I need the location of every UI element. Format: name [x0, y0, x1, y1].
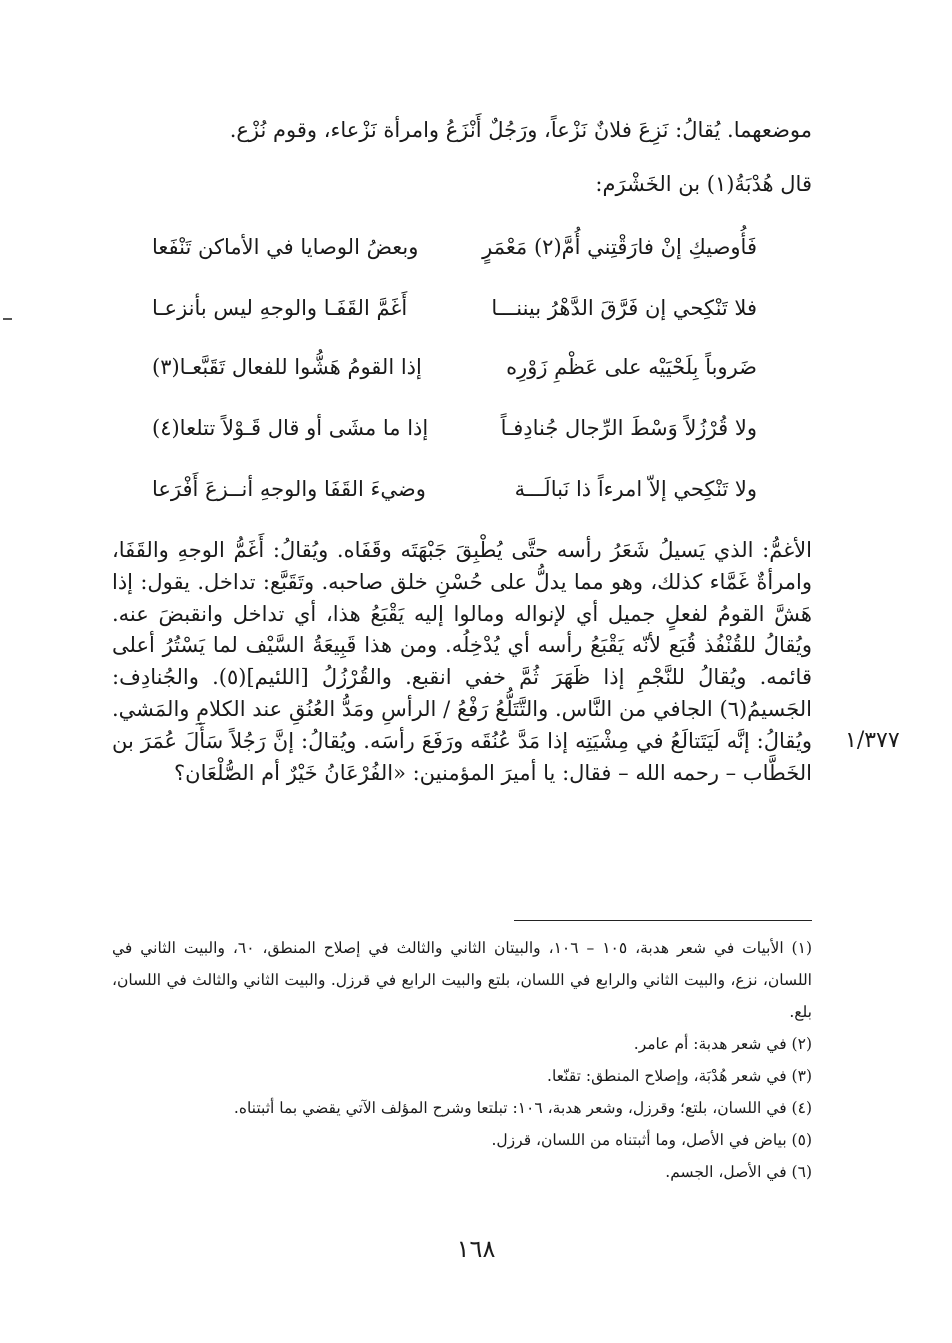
- verse-hemistich-first: ولا تَنْكِحي إلاّ امرءاً ذا نَبالَـــة: [514, 477, 757, 501]
- verse-hemistich-second: وضيءَ القَفَا والوجهِ أنــزعَ أَفْرَعا: [152, 477, 426, 501]
- verse-hemistich-first: فَأُوصيكِ إنْ فارَقْتِني أُمَّ(٢) مَعْمَرٍ: [482, 235, 757, 259]
- paragraph-2: الأغمُّ: الذي يَسيلُ شَعَرُ رأسه حتَّى يُطْبِقَ جَبْهَتَه وقَفَاه. ويُقالُ: أَغَمُّ الوجهِ والقَفَا، وامرأةٌ غَمَّاء كذلك، وهو مما يدلُّ على حُسْنِ خلق صاحبه. وتَقَبَّع: تداخل. يقول: إذا هَشَّ القومُ لفعلٍ جميل أي لإنواله ومالوا إليه يَقْبَعُ هذا، أي تداخل وانقبضَ عنه. ويُقالُ للقُنْفُذ قُبَع لأنّه يَقْبَعُ رأسه أي يُدْخِلُه. ومن هذا قَبِيعَةُ السَّيْف لما يَسْتُرُ أعلى قائمه. ويُقالُ للنَّجْمِ إذا ظَهَرَ ثُمَّ خفي انقبع. والقُرْزُلُ [اللئيم](٥). والجُنادِف: الجَسيمُ(٦) الجافي من النَّاس. والتَّتَلُّعُ رَفْعُ / الرأسِ ومَدُّ العُنُقِ عند الكلامِ والمَشي. ويُقالُ: إنَّه لَيَتَتالَعُ في مِشْيَتِه إذا مَدَّ عُنُقَه ورَفَعَ رأسَه. ويُقالُ: إنَّ رَجُلاً سَأَلَ عُمَرَ بن الخَطَّاب – رحمه الله – فقال: يا أميرَ المؤمنين: «الفُرْعَانُ خَيْرٌ أم الصُّلْعَان؟: [112, 538, 812, 785]
- footnote: (٤) في اللسان، بلتع؛ وقرزل، وشعر هدبة، ١٠٦: تبلتعا وشرح المؤلف الآتي يقضي بما أثبتناه.: [233, 1099, 812, 1117]
- footnote: (٦) في الأصل، الجسم.: [665, 1163, 812, 1181]
- verse-hemistich-first: ضَروباً بِلَحْيَيْه على عَظْمِ زَوْرِه: [506, 355, 757, 379]
- verse-line: [152, 355, 757, 385]
- footnotes: [112, 932, 812, 1188]
- verse-line: [152, 416, 757, 446]
- paragraph-1: موضعهما. يُقالُ: نَزِعَ فلانٌ نَزْعاً، ورَجُلٌ أَنْزَعُ وامرأة نَزْعاء، وقوم نُزْع.: [229, 118, 812, 142]
- page-number: ١٦٨: [456, 1235, 496, 1263]
- verse-hemistich-second: إذا ما مشَى أو قال قَـوْلاً تتلعا(٤): [152, 416, 429, 440]
- verse-hemistich-first: فلا تَنْكِحي إن فَرَّقَ الدَّهْرُ بيننـــا: [491, 296, 757, 320]
- verse-line: [152, 235, 757, 265]
- footnote: (٣) في شعر هُدْبَة، وإصلاح المنطق: تقنّعا.: [547, 1067, 812, 1085]
- footnote: (٥) بياض في الأصل، وما أثبتناه من اللسان، قرزل.: [491, 1131, 812, 1149]
- margin-folio-reference: ١/٣٧٧: [845, 728, 900, 753]
- verse-intro: قال هُدْبَةُ(١) بن الخَشْرَم:: [595, 172, 812, 196]
- verse-line: [152, 296, 757, 326]
- verse-hemistich-second: أَغَمَّ القَفَـا والوجهِ ليس بأنزعـا: [152, 296, 408, 320]
- verse-hemistich-first: ولا قُرْزُلاً وَسْطَ الرِّجال جُنادِفـاً: [500, 416, 757, 440]
- footnote: (٢) في شعر هدبة: أم عامر.: [633, 1035, 812, 1053]
- verse-line: [152, 477, 757, 507]
- verse-hemistich-second: وبعضُ الوصايا في الأماكن تَنْفَعا: [152, 235, 419, 259]
- footnote-divider: [514, 920, 812, 921]
- footnote: (١) الأبيات في شعر هدبة، ١٠٥ – ١٠٦، والبيتان الثاني والثالث في إصلاح المنطق، ٦٠، والبيت الثاني في اللسان، نزع، والبيت الثاني والرابع في اللسان، بلتع والبيت الرابع في قرزل. والبيت الثاني والثالث في اللسان، بلع.: [112, 939, 812, 1021]
- scan-edge-mark: [3, 318, 12, 320]
- verse-hemistich-second: إذا القومُ هَشُّوا للفعال تَقَبَّعـا(٣): [152, 355, 422, 379]
